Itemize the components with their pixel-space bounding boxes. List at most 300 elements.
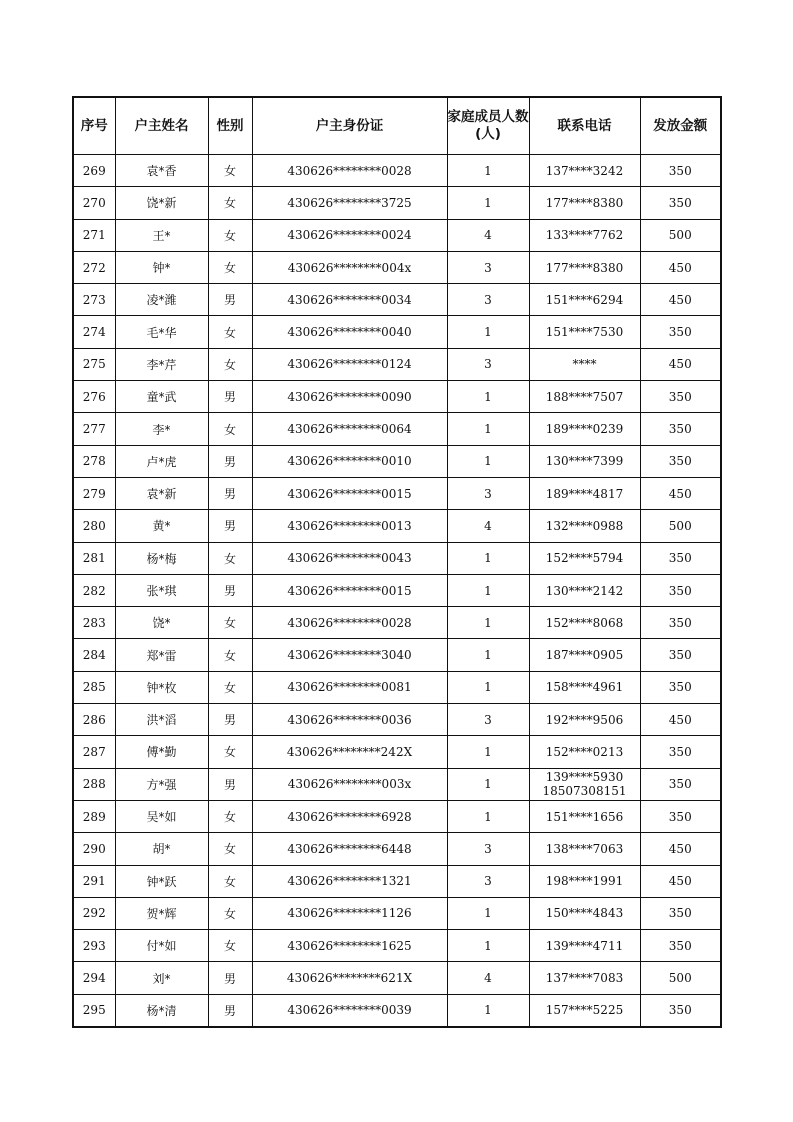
- cell-members: 3: [447, 865, 529, 897]
- cell-name-text: 毛*华: [146, 325, 177, 340]
- cell-name-text: 刘*: [152, 971, 171, 986]
- cell-amount: 350: [640, 639, 721, 671]
- header-amount: 发放金额: [640, 97, 721, 155]
- cell-phone: [529, 348, 640, 380]
- cell-name-text: 钟*: [152, 261, 171, 276]
- cell-gender: [208, 413, 252, 445]
- cell-id-number: 430626********0034: [252, 284, 447, 316]
- header-members: 家庭成员人数(人): [447, 97, 529, 155]
- table-row: [73, 381, 721, 413]
- phone-number: 151****1656: [545, 809, 624, 824]
- phone-number: 130****7399: [545, 454, 624, 469]
- cell-gender: [208, 445, 252, 477]
- cell-amount: 450: [640, 477, 721, 509]
- cell-name: [115, 833, 208, 865]
- cell-members: 3: [447, 477, 529, 509]
- cell-name: [115, 510, 208, 542]
- cell-amount: 450: [640, 704, 721, 736]
- cell-gender-text: 男: [223, 487, 236, 502]
- cell-name-text: 钟*跃: [146, 874, 177, 889]
- cell-seq: 286: [73, 704, 115, 736]
- cell-members: 1: [447, 800, 529, 832]
- cell-phone: [529, 994, 640, 1027]
- cell-id-number: 430626********242X: [252, 736, 447, 768]
- cell-members: 4: [447, 510, 529, 542]
- cell-seq: 272: [73, 251, 115, 283]
- cell-id-number: 430626********0015: [252, 574, 447, 606]
- cell-name: [115, 736, 208, 768]
- header-row: [73, 97, 721, 155]
- cell-gender: [208, 800, 252, 832]
- cell-gender-text: 女: [223, 842, 236, 857]
- cell-amount: 350: [640, 155, 721, 187]
- phone-number: 158****4961: [545, 680, 624, 695]
- cell-amount: 450: [640, 833, 721, 865]
- cell-gender-text: 男: [223, 584, 236, 598]
- cell-seq: 282: [73, 574, 115, 606]
- cell-id-number: 430626********0039: [252, 994, 447, 1027]
- cell-name-text: 王*: [152, 228, 171, 243]
- cell-amount: 350: [640, 574, 721, 606]
- cell-id-number: 430626********0081: [252, 671, 447, 703]
- cell-phone: [529, 962, 640, 994]
- cell-members: 1: [447, 768, 529, 800]
- cell-members: 1: [447, 542, 529, 574]
- cell-name-text: 饶*: [152, 616, 171, 631]
- header-name: 户主姓名: [115, 97, 208, 155]
- cell-seq: 293: [73, 930, 115, 962]
- cell-name: [115, 671, 208, 703]
- phone-number: 152****0213: [545, 744, 624, 759]
- cell-name-text: 方*强: [146, 777, 177, 792]
- cell-gender: [208, 865, 252, 897]
- cell-seq: 270: [73, 187, 115, 219]
- cell-amount: 350: [640, 994, 721, 1027]
- cell-amount: 350: [640, 768, 721, 800]
- phone-number: ****: [572, 357, 597, 372]
- cell-name-text: 凌*潍: [146, 293, 177, 308]
- cell-gender-text: 女: [223, 874, 236, 889]
- cell-amount: 450: [640, 348, 721, 380]
- cell-gender: [208, 219, 252, 251]
- table-row: [73, 962, 721, 994]
- cell-name: [115, 607, 208, 639]
- cell-id-number: 430626********003x: [252, 768, 447, 800]
- cell-gender-text: 女: [223, 164, 236, 179]
- cell-amount: 350: [640, 800, 721, 832]
- cell-name-text: 吴*如: [146, 810, 177, 825]
- cell-amount: 450: [640, 865, 721, 897]
- cell-id-number: 430626********1126: [252, 897, 447, 929]
- cell-phone: [529, 445, 640, 477]
- cell-name-text: 袁*香: [146, 164, 177, 179]
- cell-id-number: 430626********0028: [252, 607, 447, 639]
- cell-id-number: 430626********6928: [252, 800, 447, 832]
- cell-phone: [529, 510, 640, 542]
- cell-gender: [208, 639, 252, 671]
- cell-amount: 350: [640, 187, 721, 219]
- phone-number: 139****5930: [545, 770, 624, 785]
- cell-members: 1: [447, 994, 529, 1027]
- phone-number: 189****4817: [545, 486, 624, 501]
- cell-gender-text: 女: [223, 196, 236, 211]
- table-row: [73, 736, 721, 768]
- cell-amount: 450: [640, 284, 721, 316]
- cell-seq: 295: [73, 994, 115, 1027]
- cell-name: [115, 768, 208, 800]
- phone-number: 130****2142: [545, 583, 624, 598]
- cell-id-number: 430626********3725: [252, 187, 447, 219]
- cell-id-number: 430626********621X: [252, 962, 447, 994]
- cell-gender-text: 女: [223, 616, 236, 631]
- cell-name: [115, 704, 208, 736]
- phone-number: 192****9506: [545, 712, 624, 727]
- table-row: [73, 219, 721, 251]
- cell-seq: 287: [73, 736, 115, 768]
- cell-name: [115, 477, 208, 509]
- cell-seq: 271: [73, 219, 115, 251]
- cell-phone: [529, 930, 640, 962]
- cell-phone: [529, 639, 640, 671]
- cell-name: [115, 930, 208, 962]
- phone-number: 188****7507: [545, 389, 624, 404]
- cell-gender: [208, 768, 252, 800]
- cell-gender-text: 女: [223, 325, 236, 340]
- cell-gender-text: 男: [223, 713, 236, 728]
- cell-phone: [529, 607, 640, 639]
- cell-members: 1: [447, 736, 529, 768]
- cell-gender: [208, 155, 252, 187]
- table-row: [73, 704, 721, 736]
- roster-body: [73, 155, 721, 1028]
- phone-number: 133****7762: [545, 228, 624, 243]
- cell-gender: [208, 704, 252, 736]
- cell-amount: 350: [640, 413, 721, 445]
- cell-name-text: 张*琪: [146, 584, 177, 598]
- cell-seq: 283: [73, 607, 115, 639]
- cell-gender-text: 男: [223, 454, 236, 469]
- cell-seq: 274: [73, 316, 115, 348]
- cell-seq: 278: [73, 445, 115, 477]
- subsidy-roster-table: [72, 96, 722, 1028]
- cell-id-number: 430626********0064: [252, 413, 447, 445]
- cell-members: 3: [447, 348, 529, 380]
- cell-phone: [529, 381, 640, 413]
- phone-number: 187****0905: [545, 648, 624, 663]
- table-row: [73, 574, 721, 606]
- cell-gender: [208, 381, 252, 413]
- cell-gender: [208, 574, 252, 606]
- cell-amount: 350: [640, 897, 721, 929]
- cell-seq: 291: [73, 865, 115, 897]
- cell-name-text: 饶*新: [146, 196, 177, 211]
- cell-gender-text: 女: [223, 422, 236, 437]
- cell-gender: [208, 477, 252, 509]
- phone-number: 150****4843: [545, 906, 624, 921]
- phone-number: 151****7530: [545, 325, 624, 340]
- cell-members: 1: [447, 607, 529, 639]
- cell-id-number: 430626********0010: [252, 445, 447, 477]
- table-row: [73, 542, 721, 574]
- table-row: [73, 348, 721, 380]
- cell-id-number: 430626********3040: [252, 639, 447, 671]
- cell-name: [115, 316, 208, 348]
- cell-id-number: 430626********0024: [252, 219, 447, 251]
- cell-amount: 350: [640, 671, 721, 703]
- cell-gender: [208, 187, 252, 219]
- table-row: [73, 510, 721, 542]
- cell-gender-text: 男: [223, 293, 236, 308]
- cell-gender-text: 男: [223, 777, 236, 792]
- cell-members: 4: [447, 219, 529, 251]
- cell-gender: [208, 962, 252, 994]
- cell-seq: 285: [73, 671, 115, 703]
- cell-gender: [208, 930, 252, 962]
- header-gender: 性别: [208, 97, 252, 155]
- cell-gender-text: 女: [223, 906, 236, 921]
- cell-name: [115, 155, 208, 187]
- cell-id-number: 430626********0028: [252, 155, 447, 187]
- cell-amount: 500: [640, 962, 721, 994]
- cell-name: [115, 445, 208, 477]
- cell-phone: [529, 284, 640, 316]
- cell-id-number: 430626********004x: [252, 251, 447, 283]
- cell-seq: 288: [73, 768, 115, 800]
- cell-gender-text: 男: [223, 390, 236, 405]
- phone-number: 151****6294: [545, 292, 624, 307]
- phone-number: 132****0988: [545, 518, 624, 533]
- table-row: [73, 445, 721, 477]
- table-row: [73, 284, 721, 316]
- cell-amount: 350: [640, 381, 721, 413]
- cell-gender: [208, 833, 252, 865]
- cell-gender-text: 男: [223, 971, 236, 986]
- cell-name-text: 黄*: [152, 519, 171, 534]
- cell-phone: [529, 574, 640, 606]
- cell-name: [115, 284, 208, 316]
- cell-name-text: 袁*新: [146, 487, 177, 502]
- cell-name-text: 傅*勤: [146, 745, 177, 760]
- phone-number: 138****7063: [545, 841, 624, 856]
- cell-members: 4: [447, 962, 529, 994]
- cell-phone: [529, 897, 640, 929]
- cell-seq: 277: [73, 413, 115, 445]
- table-row: [73, 316, 721, 348]
- cell-gender: [208, 542, 252, 574]
- cell-gender-text: 女: [223, 939, 236, 954]
- cell-amount: 450: [640, 251, 721, 283]
- cell-members: 1: [447, 574, 529, 606]
- cell-gender: [208, 671, 252, 703]
- cell-id-number: 430626********0015: [252, 477, 447, 509]
- cell-seq: 280: [73, 510, 115, 542]
- cell-gender: [208, 994, 252, 1027]
- table-row: [73, 994, 721, 1027]
- cell-name: [115, 413, 208, 445]
- cell-name: [115, 994, 208, 1027]
- cell-gender: [208, 510, 252, 542]
- cell-phone: [529, 800, 640, 832]
- cell-name-text: 洪*滔: [146, 713, 177, 728]
- cell-name-text: 郑*雷: [146, 648, 177, 663]
- phone-number: 18507308151: [542, 784, 627, 799]
- cell-phone: [529, 219, 640, 251]
- table-row: [73, 477, 721, 509]
- phone-number: 152****8068: [545, 615, 624, 630]
- phone-number: 137****7083: [545, 971, 624, 986]
- table-row: [73, 413, 721, 445]
- table-row: [73, 187, 721, 219]
- cell-amount: 350: [640, 607, 721, 639]
- phone-number: 157****5225: [545, 1003, 624, 1018]
- cell-phone: [529, 316, 640, 348]
- table-row: [73, 671, 721, 703]
- cell-phone: [529, 833, 640, 865]
- cell-gender: [208, 607, 252, 639]
- cell-name-text: 李*芹: [146, 357, 177, 372]
- cell-seq: 276: [73, 381, 115, 413]
- table-row: [73, 251, 721, 283]
- cell-gender: [208, 316, 252, 348]
- cell-phone: [529, 542, 640, 574]
- cell-id-number: 430626********0040: [252, 316, 447, 348]
- cell-name: [115, 187, 208, 219]
- cell-name-text: 童*武: [146, 390, 177, 405]
- cell-phone: [529, 477, 640, 509]
- cell-gender-text: 女: [223, 680, 236, 695]
- phone-number: 198****1991: [545, 874, 624, 889]
- cell-amount: 350: [640, 542, 721, 574]
- cell-id-number: 430626********1321: [252, 865, 447, 897]
- cell-gender-text: 女: [223, 648, 236, 663]
- phone-number: 139****4711: [545, 938, 624, 953]
- cell-name: [115, 348, 208, 380]
- cell-name-text: 杨*清: [146, 1003, 177, 1018]
- cell-gender-text: 女: [223, 357, 236, 372]
- cell-amount: 350: [640, 736, 721, 768]
- cell-members: 1: [447, 413, 529, 445]
- cell-name: [115, 574, 208, 606]
- cell-seq: 279: [73, 477, 115, 509]
- cell-seq: 289: [73, 800, 115, 832]
- phone-number: 177****8380: [545, 195, 624, 210]
- cell-name-text: 杨*梅: [146, 551, 177, 566]
- cell-members: 1: [447, 187, 529, 219]
- cell-seq: 284: [73, 639, 115, 671]
- cell-members: 3: [447, 833, 529, 865]
- cell-id-number: 430626********0013: [252, 510, 447, 542]
- cell-gender-text: 男: [223, 1003, 236, 1018]
- cell-phone: [529, 768, 640, 800]
- table-row: [73, 865, 721, 897]
- cell-seq: 290: [73, 833, 115, 865]
- cell-members: 1: [447, 381, 529, 413]
- cell-amount: 500: [640, 219, 721, 251]
- cell-amount: 350: [640, 445, 721, 477]
- cell-name: [115, 800, 208, 832]
- cell-members: 1: [447, 445, 529, 477]
- cell-gender: [208, 897, 252, 929]
- cell-phone: [529, 736, 640, 768]
- cell-phone: [529, 671, 640, 703]
- cell-members: 1: [447, 155, 529, 187]
- cell-phone: [529, 155, 640, 187]
- cell-phone: [529, 187, 640, 219]
- cell-seq: 269: [73, 155, 115, 187]
- cell-members: 1: [447, 639, 529, 671]
- table-row: [73, 607, 721, 639]
- cell-seq: 275: [73, 348, 115, 380]
- cell-id-number: 430626********0090: [252, 381, 447, 413]
- cell-gender-text: 女: [223, 551, 236, 566]
- cell-members: 1: [447, 897, 529, 929]
- table-row: [73, 155, 721, 187]
- table-row: [73, 768, 721, 800]
- cell-seq: 292: [73, 897, 115, 929]
- cell-gender-text: 男: [223, 519, 236, 534]
- cell-members: 1: [447, 671, 529, 703]
- table-row: [73, 833, 721, 865]
- cell-name: [115, 542, 208, 574]
- cell-name-text: 付*如: [146, 939, 177, 954]
- cell-name: [115, 219, 208, 251]
- cell-seq: 294: [73, 962, 115, 994]
- cell-gender: [208, 348, 252, 380]
- cell-name: [115, 639, 208, 671]
- cell-name-text: 胡*: [152, 842, 171, 857]
- header-seq: 序号: [73, 97, 115, 155]
- cell-members: 1: [447, 930, 529, 962]
- phone-number: 152****5794: [545, 551, 624, 566]
- cell-name-text: 卢*虎: [146, 454, 177, 469]
- cell-id-number: 430626********6448: [252, 833, 447, 865]
- cell-seq: 281: [73, 542, 115, 574]
- cell-name-text: 贺*辉: [146, 906, 177, 921]
- cell-phone: [529, 413, 640, 445]
- cell-members: 3: [447, 284, 529, 316]
- table-row: [73, 639, 721, 671]
- cell-amount: 500: [640, 510, 721, 542]
- cell-members: 3: [447, 251, 529, 283]
- cell-id-number: 430626********0124: [252, 348, 447, 380]
- cell-id-number: 430626********1625: [252, 930, 447, 962]
- cell-amount: 350: [640, 316, 721, 348]
- cell-name: [115, 251, 208, 283]
- cell-phone: [529, 704, 640, 736]
- phone-number: 177****8380: [545, 260, 624, 275]
- cell-members: 3: [447, 704, 529, 736]
- table-row: [73, 800, 721, 832]
- header-id: 户主身份证: [252, 97, 447, 155]
- cell-name: [115, 865, 208, 897]
- cell-gender: [208, 251, 252, 283]
- cell-name-text: 钟*枚: [146, 680, 177, 695]
- cell-gender-text: 女: [223, 810, 236, 825]
- cell-name: [115, 897, 208, 929]
- cell-phone: [529, 865, 640, 897]
- cell-name: [115, 962, 208, 994]
- phone-number: 137****3242: [545, 163, 624, 178]
- table-row: [73, 930, 721, 962]
- cell-amount: 350: [640, 930, 721, 962]
- cell-name: [115, 381, 208, 413]
- cell-name-text: 李*: [152, 422, 171, 437]
- table-row: [73, 897, 721, 929]
- phone-number: 189****0239: [545, 422, 624, 437]
- cell-phone: [529, 251, 640, 283]
- cell-gender-text: 女: [223, 261, 236, 276]
- cell-id-number: 430626********0036: [252, 704, 447, 736]
